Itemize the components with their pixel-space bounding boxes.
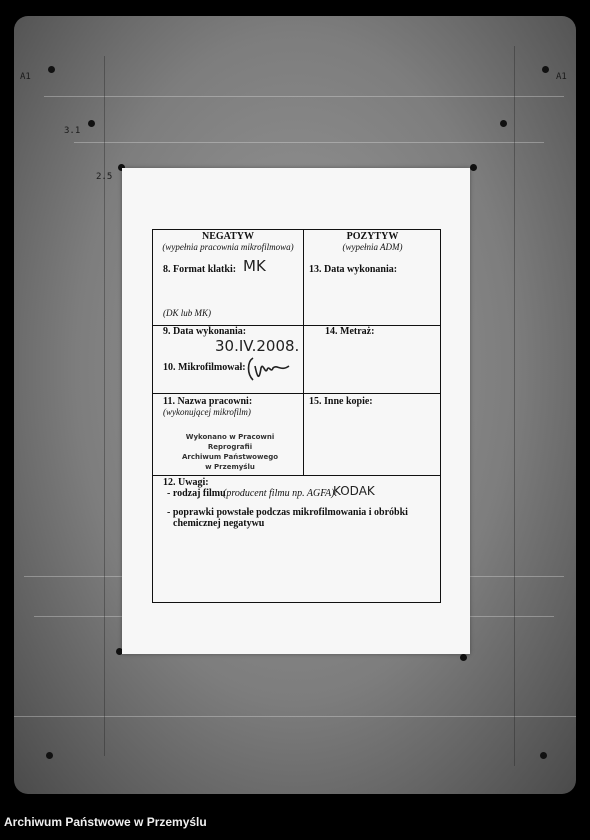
film-scratch [104,56,105,756]
format-klatki-hint: (DK lub MK) [163,308,211,318]
inne-kopie-label: 15. Inne kopie: [309,396,373,407]
format-klatki-value: MK [243,257,266,275]
stamp-line: Archiwum Państwowego [181,453,279,461]
operator-signature-icon [245,352,297,386]
workshop-stamp [165,432,295,472]
pin-mark [542,66,549,73]
pozytyw-title: POZYTYW [346,231,399,242]
column-divider [303,230,304,475]
film-scratch [14,716,576,717]
row-divider [153,475,440,476]
format-klatki-label: 8. Format klatki: [163,264,237,275]
archive-footer: Archiwum Państwowe w Przemyślu [4,815,207,829]
pin-mark [46,752,53,759]
row-divider [153,393,440,394]
pin-mark [88,120,95,127]
pin-mark [48,66,55,73]
rodzaj-filmu-value: KODAK [333,484,375,498]
film-scratch [514,46,515,766]
data-wykonania-pozytyw-label: 13. Data wykonania: [309,264,398,275]
microfilm-record-form [152,229,441,603]
edge-mark-low-left: 2.5 [96,172,113,182]
data-wykonania-negatyw-label: 9. Data wykonania: [163,326,247,337]
film-scratch [44,96,564,97]
film-scratch [74,142,544,143]
edge-mark-top-left: A1 [20,72,31,82]
pin-mark [540,752,547,759]
rodzaj-filmu-label: - rodzaj filmu [167,488,226,499]
nazwa-pracowni-hint: (wykonującej mikrofilm) [163,407,251,417]
poprawki-line-2: chemicznej negatywu [173,518,265,529]
negatyw-title: NEGATYW [201,231,255,242]
rodzaj-filmu-hint: (producent filmu np. AGFA): [223,488,338,499]
edge-mark-mid-left: 3.1 [64,126,81,136]
nazwa-pracowni-label: 11. Nazwa pracowni: [163,396,253,407]
uwagi-label: 12. Uwagi: [163,477,209,488]
mikrofilmowal-label: 10. Mikrofilmował: [163,362,246,373]
stamp-line: w Przemyślu [205,463,255,471]
metraz-label: 14. Metraż: [325,326,375,337]
negatyw-subtitle: (wypełnia pracownia mikrofilmowa) [162,242,294,252]
data-wykonania-negatyw-value: 30.IV.2008. [215,337,300,355]
pozytyw-subtitle: (wypełnia ADM) [342,242,403,252]
edge-mark-top-right: A1 [556,72,567,82]
pin-mark [500,120,507,127]
pin-mark [460,654,467,661]
stamp-line: Wykonano w Pracowni Reprografii [185,433,275,451]
poprawki-line-1: - poprawki powstałe podczas mikrofilmowania i obróbki [167,507,408,518]
pin-mark [470,164,477,171]
